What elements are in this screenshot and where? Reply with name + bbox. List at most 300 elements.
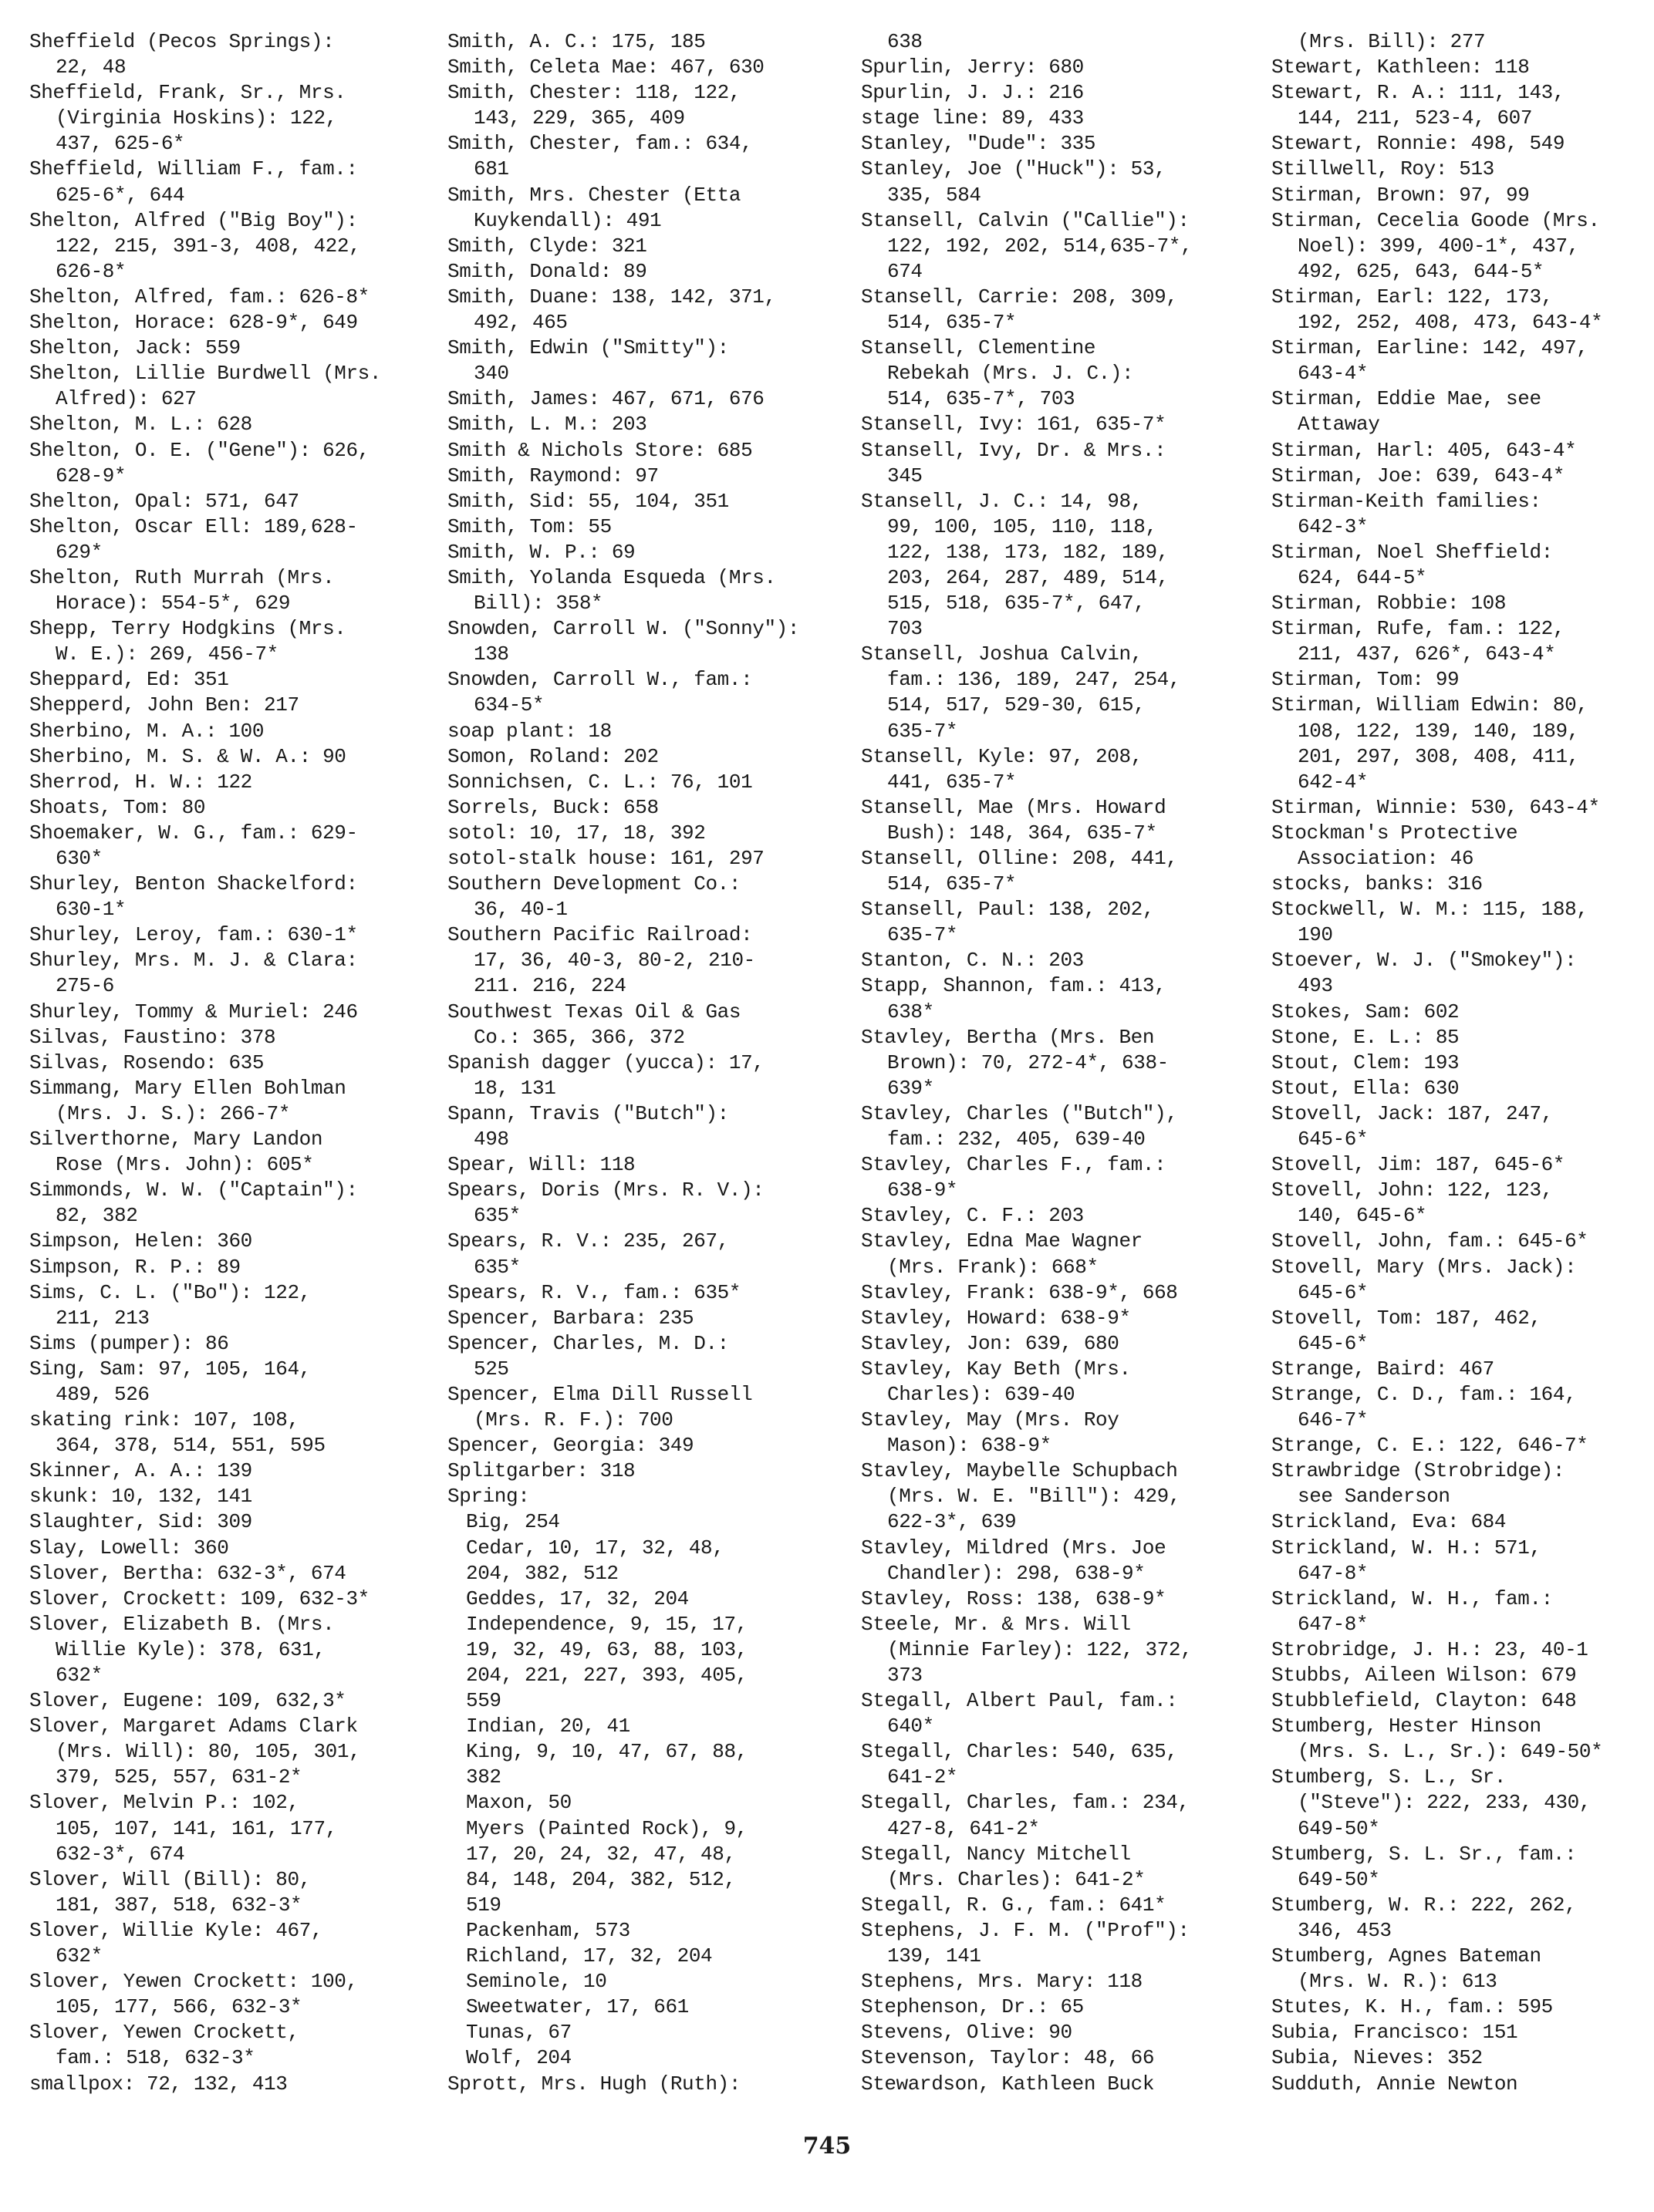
index-entry: Stegall, Albert Paul, fam.: <box>861 1689 1178 1713</box>
index-entry-continuation: (Mrs. W. R.): 613 <box>1298 1970 1497 1994</box>
index-entry: Simmang, Mary Ellen Bohlman <box>29 1076 346 1100</box>
index-entry-continuation: 642-4* <box>1298 770 1369 794</box>
index-entry-continuation: 441, 635-7* <box>887 770 1017 794</box>
index-entry-continuation: Maxon, 50 <box>466 1791 572 1815</box>
index-entry-continuation: Chandler): 298, 638-9* <box>887 1561 1146 1585</box>
index-entry: Spencer, Georgia: 349 <box>447 1434 694 1458</box>
index-entry: Strange, Baird: 467 <box>1271 1357 1494 1381</box>
index-entry-continuation: King, 9, 10, 47, 67, 88, <box>466 1740 748 1764</box>
index-entry: Stirman, William Edwin: 80, <box>1271 693 1588 717</box>
index-entry: Strawbridge (Strobridge): <box>1271 1459 1565 1483</box>
index-entry-continuation: 17, 36, 40-3, 80-2, 210- <box>474 949 755 973</box>
index-entry: Stockman's Protective <box>1271 821 1518 845</box>
index-entry: Strickland, Eva: 684 <box>1271 1510 1507 1534</box>
index-entry-continuation: 345 <box>887 464 923 487</box>
index-entry: Shurley, Mrs. M. J. & Clara: <box>29 949 358 973</box>
index-entry: Sims (pumper): 86 <box>29 1331 229 1355</box>
index-entry: Snowden, Carroll W. ("Sonny"): <box>447 617 800 641</box>
index-column-2 <box>447 29 849 2097</box>
index-entry-continuation: (Mrs. W. E. "Bill"): 429, <box>887 1485 1181 1509</box>
index-entry: Stanley, Joe ("Huck"): 53, <box>861 157 1166 181</box>
index-entry-continuation: 437, 625-6* <box>56 132 185 156</box>
index-entry-continuation: 641-2* <box>887 1765 958 1789</box>
index-entry: Stewart, Kathleen: 118 <box>1271 56 1530 79</box>
index-entry: Stansell, Ivy: 161, 635-7* <box>861 413 1166 437</box>
index-entry-continuation: Sweetwater, 17, 661 <box>466 1995 689 2019</box>
index-entry-continuation: 515, 518, 635-7*, 647, <box>887 592 1146 615</box>
index-entry: Southern Pacific Railroad: <box>447 923 753 947</box>
index-entry: Stephenson, Dr.: 65 <box>861 1995 1084 2019</box>
index-entry-continuation: 630-1* <box>56 898 127 922</box>
index-entry: Slover, Eugene: 109, 632,3* <box>29 1689 346 1713</box>
page-number: 745 <box>802 2133 852 2160</box>
index-entry: Stovell, Jack: 187, 247, <box>1271 1101 1553 1125</box>
index-entry-continuation: 379, 525, 557, 631-2* <box>56 1765 302 1789</box>
index-entry: Stavley, Bertha (Mrs. Ben <box>861 1025 1155 1049</box>
index-entry-continuation: 18, 131 <box>474 1076 556 1100</box>
index-entry: Sheffield, William F., fam.: <box>29 157 358 181</box>
index-column-1 <box>29 29 430 2097</box>
index-entry-continuation: Tunas, 67 <box>466 2021 572 2045</box>
index-entry-continuation: 681 <box>474 157 509 181</box>
index-entry: Spencer, Charles, M. D.: <box>447 1331 729 1355</box>
index-entry: Sherbino, M. S. & W. A.: 90 <box>29 744 346 768</box>
index-entry: Stansell, Clementine <box>861 336 1096 360</box>
index-entry: Smith, A. C.: 175, 185 <box>447 30 706 53</box>
index-entry: Stirman, Earline: 142, 497, <box>1271 336 1588 360</box>
index-entry: Stubblefield, Clayton: 648 <box>1271 1689 1577 1713</box>
index-entry: Stewart, R. A.: 111, 143, <box>1271 81 1565 105</box>
index-entry: Shelton, Opal: 571, 647 <box>29 489 299 513</box>
index-entry: Stubbs, Aileen Wilson: 679 <box>1271 1664 1577 1687</box>
index-entry-continuation: Co.: 365, 366, 372 <box>474 1025 685 1049</box>
index-entry-continuation: 275-6 <box>56 974 115 998</box>
index-entry: Strickland, W. H.: 571, <box>1271 1536 1541 1560</box>
index-entry: Shelton, Ruth Murrah (Mrs. <box>29 565 335 589</box>
index-entry-continuation: Willie Kyle): 378, 631, <box>56 1637 326 1661</box>
index-entry-continuation: 201, 297, 308, 408, 411, <box>1298 744 1579 768</box>
index-entry-continuation: 645-6* <box>1298 1128 1369 1152</box>
index-entry: Smith, Donald: 89 <box>447 259 647 283</box>
index-entry: Shelton, Lillie Burdwell (Mrs. <box>29 362 382 386</box>
index-entry-continuation: 647-8* <box>1298 1612 1369 1636</box>
index-entry: Stephens, J. F. M. ("Prof"): <box>861 1918 1190 1942</box>
index-entry: Stanton, C. N.: 203 <box>861 949 1084 973</box>
index-entry-continuation: 519 <box>466 1893 501 1917</box>
index-entry-continuation: 138 <box>474 642 509 666</box>
index-entry: Slover, Yewen Crockett, <box>29 2021 299 2045</box>
index-entry: Stovell, Tom: 187, 462, <box>1271 1306 1541 1330</box>
index-entry: Sprott, Mrs. Hugh (Ruth): <box>447 2072 741 2096</box>
index-entry: Shepp, Terry Hodgkins (Mrs. <box>29 617 346 641</box>
index-entry: Sudduth, Annie Newton <box>1271 2072 1518 2096</box>
index-entry-continuation: Noel): 399, 400-1*, 437, <box>1298 234 1579 258</box>
index-entry-continuation: 489, 526 <box>56 1382 150 1406</box>
index-entry-continuation: (Mrs. Frank): 668* <box>887 1255 1099 1279</box>
index-entry: Stavley, Charles F., fam.: <box>861 1153 1166 1177</box>
index-entry: Smith, Mrs. Chester (Etta <box>447 183 741 207</box>
index-entry: Southern Development Co.: <box>447 872 741 896</box>
index-entry-continuation: Cedar, 10, 17, 32, 48, <box>466 1536 724 1560</box>
index-entry-continuation: 625-6*, 644 <box>56 183 185 207</box>
index-entry: Stavley, Kay Beth (Mrs. <box>861 1357 1131 1381</box>
index-column-3 <box>861 29 1262 2097</box>
index-entry-continuation: 674 <box>887 259 923 283</box>
index-entry: Smith, Raymond: 97 <box>447 464 659 487</box>
index-entry: Stirman, Noel Sheffield: <box>1271 540 1553 564</box>
index-entry-continuation: Seminole, 10 <box>466 1970 607 1994</box>
index-entry-continuation: 340 <box>474 362 509 386</box>
index-entry-continuation: 645-6* <box>1298 1331 1369 1355</box>
index-entry: Smith, Tom: 55 <box>447 514 612 538</box>
index-entry-continuation: 105, 107, 141, 161, 177, <box>56 1816 337 1840</box>
index-entry: Shelton, O. E. ("Gene"): 626, <box>29 438 370 462</box>
index-entry-continuation: 203, 264, 287, 489, 514, <box>887 565 1169 589</box>
index-entry: Smith & Nichols Store: 685 <box>447 438 753 462</box>
index-entry: Stockwell, W. M.: 115, 188, <box>1271 898 1588 922</box>
index-entry-continuation: Bill): 358* <box>474 592 603 615</box>
index-entry: Smith, Celeta Mae: 467, 630 <box>447 56 765 79</box>
index-entry: Spear, Will: 118 <box>447 1153 636 1177</box>
index-entry: Slover, Willie Kyle: 467, <box>29 1918 323 1942</box>
index-entry-continuation: 140, 645-6* <box>1298 1204 1427 1228</box>
index-entry: Sing, Sam: 97, 105, 164, <box>29 1357 311 1381</box>
index-entry-continuation: 346, 453 <box>1298 1918 1392 1942</box>
index-entry: soap plant: 18 <box>447 719 612 743</box>
index-entry: Silvas, Rosendo: 635 <box>29 1050 265 1074</box>
index-entry-continuation: 647-8* <box>1298 1561 1369 1585</box>
index-entry-continuation: Big, 254 <box>466 1510 560 1534</box>
index-entry: Stansell, Calvin ("Callie"): <box>861 208 1190 232</box>
index-entry-continuation: 638-9* <box>887 1178 958 1202</box>
index-entry-continuation: 632* <box>56 1664 103 1687</box>
index-entry-continuation: 204, 221, 227, 393, 405, <box>466 1664 748 1687</box>
index-entry-continuation: 626-8* <box>56 259 127 283</box>
index-entry: Shoats, Tom: 80 <box>29 795 206 819</box>
index-entry: Stone, E. L.: 85 <box>1271 1025 1460 1049</box>
index-entry: Stevenson, Taylor: 48, 66 <box>861 2046 1155 2070</box>
index-entry: Stirman, Robbie: 108 <box>1271 592 1507 615</box>
index-entry-continuation: Packenham, 573 <box>466 1918 630 1942</box>
index-entry-continuation: 649-50* <box>1298 1816 1380 1840</box>
index-entry-continuation: 514, 635-7* <box>887 872 1017 896</box>
index-entry: Shelton, Jack: 559 <box>29 336 241 360</box>
index-entry: skunk: 10, 132, 141 <box>29 1485 252 1509</box>
index-entry-continuation: Richland, 17, 32, 204 <box>466 1944 713 1968</box>
index-entry: Stavley, Mildred (Mrs. Joe <box>861 1536 1166 1560</box>
index-entry: Shelton, Alfred ("Big Boy"): <box>29 208 358 232</box>
index-entry: Stumberg, Hester Hinson <box>1271 1715 1541 1738</box>
index-entry: Stokes, Sam: 602 <box>1271 1000 1460 1023</box>
index-entry-continuation: 635* <box>474 1204 521 1228</box>
index-entry: Strange, C. E.: 122, 646-7* <box>1271 1434 1588 1458</box>
index-entry: Slaughter, Sid: 309 <box>29 1510 252 1534</box>
index-entry: Stutes, K. H., fam.: 595 <box>1271 1995 1553 2019</box>
index-entry-continuation: 122, 215, 391-3, 408, 422, <box>56 234 361 258</box>
index-entry: Smith, W. P.: 69 <box>447 540 636 564</box>
index-entry-continuation: 634-5* <box>474 693 545 717</box>
index-entry: skating rink: 107, 108, <box>29 1408 299 1432</box>
index-entry: Smith, Clyde: 321 <box>447 234 647 258</box>
index-entry: Stirman, Harl: 405, 643-4* <box>1271 438 1577 462</box>
index-entry: Sheffield (Pecos Springs): <box>29 30 335 53</box>
index-entry-continuation: Association: 46 <box>1298 847 1474 870</box>
index-entry: Stirman, Tom: 99 <box>1271 668 1460 692</box>
index-entry-continuation: 17, 20, 24, 32, 47, 48, <box>466 1842 736 1866</box>
index-entry: sotol: 10, 17, 18, 392 <box>447 821 706 845</box>
index-entry-continuation: 143, 229, 365, 409 <box>474 106 685 130</box>
index-entry-continuation: 492, 465 <box>474 311 568 335</box>
index-entry-continuation: 559 <box>466 1689 501 1713</box>
index-entry: Sheffield, Frank, Sr., Mrs. <box>29 81 346 105</box>
index-entry: Silvas, Faustino: 378 <box>29 1025 276 1049</box>
index-entry-continuation: 629* <box>56 540 103 564</box>
index-entry: Stephens, Mrs. Mary: 118 <box>861 1970 1143 1994</box>
index-entry: Spencer, Barbara: 235 <box>447 1306 694 1330</box>
index-entry: Stavley, Frank: 638-9*, 668 <box>861 1280 1178 1304</box>
index-entry-continuation: 192, 252, 408, 473, 643-4* <box>1298 311 1603 335</box>
index-entry-continuation: 632* <box>56 1944 103 1968</box>
index-entry: Sherrod, H. W.: 122 <box>29 770 252 794</box>
index-entry-continuation: 335, 584 <box>887 183 981 207</box>
index-column-4 <box>1271 29 1642 2097</box>
index-entry: Stirman, Earl: 122, 173, <box>1271 285 1553 309</box>
index-entry-continuation: 108, 122, 139, 140, 189, <box>1298 719 1579 743</box>
index-entry: Stirman, Winnie: 530, 643-4* <box>1271 795 1600 819</box>
index-entry: Stirman, Eddie Mae, see <box>1271 387 1541 411</box>
index-entry-continuation: 703 <box>887 617 923 641</box>
index-entry: Shurley, Benton Shackelford: <box>29 872 358 896</box>
index-entry: Southwest Texas Oil & Gas <box>447 1000 741 1023</box>
index-entry: Stegall, Charles: 540, 635, <box>861 1740 1178 1764</box>
index-entry: Stout, Ella: 630 <box>1271 1076 1460 1100</box>
index-entry: Slover, Will (Bill): 80, <box>29 1867 311 1891</box>
index-entry: Silverthorne, Mary Landon <box>29 1128 323 1152</box>
index-entry: Stovell, John, fam.: 645-6* <box>1271 1229 1588 1253</box>
index-entry: Stumberg, S. L. Sr., fam.: <box>1271 1842 1577 1866</box>
index-entry-continuation: (Mrs. Bill): 277 <box>1298 30 1486 53</box>
index-entry: Stavley, Jon: 639, 680 <box>861 1331 1119 1355</box>
index-entry-continuation: fam.: 232, 405, 639-40 <box>887 1128 1146 1152</box>
index-entry-continuation: Geddes, 17, 32, 204 <box>466 1587 689 1610</box>
index-entry-continuation: 382 <box>466 1765 501 1789</box>
index-entry: Slover, Crockett: 109, 632-3* <box>29 1587 370 1610</box>
index-entry-continuation: 364, 378, 514, 551, 595 <box>56 1434 326 1458</box>
index-entry-continuation: W. E.): 269, 456-7* <box>56 642 278 666</box>
index-entry-continuation: Wolf, 204 <box>466 2046 572 2070</box>
index-entry: Smith, Yolanda Esqueda (Mrs. <box>447 565 776 589</box>
index-entry-continuation: 638 <box>887 30 923 53</box>
index-entry: Steele, Mr. & Mrs. Will <box>861 1612 1131 1636</box>
index-entry: Stanley, "Dude": 335 <box>861 132 1096 156</box>
index-entry: Stirman-Keith families: <box>1271 489 1541 513</box>
index-entry: stocks, banks: 316 <box>1271 872 1483 896</box>
index-entry-continuation: Mason): 638-9* <box>887 1434 1051 1458</box>
index-entry-continuation: Myers (Painted Rock), 9, <box>466 1816 748 1840</box>
index-entry: Stirman, Joe: 639, 643-4* <box>1271 464 1565 487</box>
index-entry-continuation: see Sanderson <box>1298 1485 1450 1509</box>
index-entry-continuation: 144, 211, 523-4, 607 <box>1298 106 1533 130</box>
index-entry-continuation: (Minnie Farley): 122, 372, <box>887 1637 1193 1661</box>
index-entry: Strickland, W. H., fam.: <box>1271 1587 1553 1610</box>
index-entry-continuation: 122, 138, 173, 182, 189, <box>887 540 1169 564</box>
index-entry-continuation: 211, 213 <box>56 1306 150 1330</box>
index-entry: Smith, Chester, fam.: 634, <box>447 132 753 156</box>
index-entry: Spencer, Elma Dill Russell <box>447 1382 753 1406</box>
index-entry-continuation: 492, 625, 643, 644-5* <box>1298 259 1544 283</box>
index-entry: Stavley, C. F.: 203 <box>861 1204 1084 1228</box>
index-entry: Stansell, J. C.: 14, 98, <box>861 489 1143 513</box>
index-entry: Stewardson, Kathleen Buck <box>861 2072 1155 2096</box>
index-entry: Stavley, Ross: 138, 638-9* <box>861 1587 1166 1610</box>
index-entry-continuation: (Virginia Hoskins): 122, <box>56 106 337 130</box>
index-entry: Shurley, Leroy, fam.: 630-1* <box>29 923 358 947</box>
index-entry: Sonnichsen, C. L.: 76, 101 <box>447 770 753 794</box>
index-entry: Stewart, Ronnie: 498, 549 <box>1271 132 1565 156</box>
index-entry: Strange, C. D., fam.: 164, <box>1271 1382 1577 1406</box>
index-entry-continuation: 211. 216, 224 <box>474 974 626 998</box>
index-entry: Stansell, Mae (Mrs. Howard <box>861 795 1166 819</box>
index-entry-continuation: 643-4* <box>1298 362 1369 386</box>
index-entry-continuation: 635-7* <box>887 923 958 947</box>
index-entry: Spanish dagger (yucca): 17, <box>447 1050 765 1074</box>
index-entry: Slay, Lowell: 360 <box>29 1536 229 1560</box>
index-entry-continuation: fam.: 136, 189, 247, 254, <box>887 668 1181 692</box>
index-entry-continuation: 635-7* <box>887 719 958 743</box>
index-entry: Stavley, Maybelle Schupbach <box>861 1459 1178 1483</box>
index-entry-continuation: Attaway <box>1298 413 1380 437</box>
index-entry-continuation: Independence, 9, 15, 17, <box>466 1612 748 1636</box>
index-entry: Smith, Chester: 118, 122, <box>447 81 741 105</box>
index-entry: Shoemaker, W. G., fam.: 629- <box>29 821 358 845</box>
index-entry-continuation: 105, 177, 566, 632-3* <box>56 1995 302 2019</box>
index-entry: Stegall, Nancy Mitchell <box>861 1842 1131 1866</box>
index-entry-continuation: 211, 437, 626*, 643-4* <box>1298 642 1556 666</box>
index-entry-continuation: 639* <box>887 1076 934 1100</box>
index-entry: Stumberg, S. L., Sr. <box>1271 1765 1507 1789</box>
index-entry: Strobridge, J. H.: 23, 40-1 <box>1271 1637 1588 1661</box>
index-entry: Subia, Francisco: 151 <box>1271 2021 1518 2045</box>
index-entry: Spears, R. V., fam.: 635* <box>447 1280 741 1304</box>
index-entry-continuation: 646-7* <box>1298 1408 1369 1432</box>
index-entry-continuation: 22, 48 <box>56 56 127 79</box>
index-entry: smallpox: 72, 132, 413 <box>29 2072 288 2096</box>
index-entry-continuation: 82, 382 <box>56 1204 138 1228</box>
index-entry: Simpson, R. P.: 89 <box>29 1255 241 1279</box>
index-entry-continuation: (Mrs. Charles): 641-2* <box>887 1867 1146 1891</box>
index-entry: Smith, Edwin ("Smitty"): <box>447 336 729 360</box>
index-entry: Smith, James: 467, 671, 676 <box>447 387 765 411</box>
index-entry-continuation: 632-3*, 674 <box>56 1842 185 1866</box>
index-entry-continuation: 640* <box>887 1715 934 1738</box>
index-entry-continuation: 181, 387, 518, 632-3* <box>56 1893 302 1917</box>
index-entry-continuation: 642-3* <box>1298 514 1369 538</box>
index-entry: Sherbino, M. A.: 100 <box>29 719 265 743</box>
index-entry-continuation: 99, 100, 105, 110, 118, <box>887 514 1157 538</box>
index-entry: Subia, Nieves: 352 <box>1271 2046 1483 2070</box>
index-entry: Stansell, Kyle: 97, 208, <box>861 744 1143 768</box>
index-entry-continuation: (Mrs. R. F.): 700 <box>474 1408 673 1432</box>
index-entry-continuation: 36, 40-1 <box>474 898 568 922</box>
index-entry-continuation: Charles): 639-40 <box>887 1382 1075 1406</box>
index-entry: Stovell, John: 122, 123, <box>1271 1178 1553 1202</box>
index-entry: Stansell, Olline: 208, 441, <box>861 847 1178 870</box>
index-entry: Stegall, Charles, fam.: 234, <box>861 1791 1190 1815</box>
index-entry: Splitgarber: 318 <box>447 1459 636 1483</box>
index-entry: stage line: 89, 433 <box>861 106 1084 130</box>
index-entry: Stirman, Rufe, fam.: 122, <box>1271 617 1565 641</box>
index-entry: Stansell, Paul: 138, 202, <box>861 898 1155 922</box>
index-entry: Stevens, Olive: 90 <box>861 2021 1072 2045</box>
index-entry: Sims, C. L. ("Bo"): 122, <box>29 1280 311 1304</box>
index-entry: Shepperd, John Ben: 217 <box>29 693 299 717</box>
index-entry-continuation: (Mrs. J. S.): 266-7* <box>56 1101 291 1125</box>
index-entry-continuation: 628-9* <box>56 464 127 487</box>
index-entry-continuation: 635* <box>474 1255 521 1279</box>
index-entry: Stansell, Ivy, Dr. & Mrs.: <box>861 438 1166 462</box>
index-entry: Shurley, Tommy & Muriel: 246 <box>29 1000 358 1023</box>
index-entry-continuation: 204, 382, 512 <box>466 1561 619 1585</box>
index-entry: Shelton, Oscar Ell: 189,628- <box>29 514 358 538</box>
index-entry: Stout, Clem: 193 <box>1271 1050 1460 1074</box>
index-entry: Stirman, Brown: 97, 99 <box>1271 183 1530 207</box>
index-entry: Stavley, Edna Mae Wagner <box>861 1229 1143 1253</box>
index-entry: Spann, Travis ("Butch"): <box>447 1101 729 1125</box>
index-entry: Skinner, A. A.: 139 <box>29 1459 252 1483</box>
index-entry: Spurlin, J. J.: 216 <box>861 81 1084 105</box>
index-entry: Stovell, Mary (Mrs. Jack): <box>1271 1255 1577 1279</box>
index-entry-continuation: Indian, 20, 41 <box>466 1715 630 1738</box>
index-entry: Spears, R. V.: 235, 267, <box>447 1229 729 1253</box>
index-entry-continuation: Bush): 148, 364, 635-7* <box>887 821 1157 845</box>
index-entry-continuation: 638* <box>887 1000 934 1023</box>
index-entry: Stegall, R. G., fam.: 641* <box>861 1893 1166 1917</box>
index-entry-continuation: 427-8, 641-2* <box>887 1816 1040 1840</box>
index-entry: Smith, Duane: 138, 142, 371, <box>447 285 776 309</box>
index-entry: Spurlin, Jerry: 680 <box>861 56 1084 79</box>
index-entry-continuation: Horace): 554-5*, 629 <box>56 592 291 615</box>
index-entry-continuation: 649-50* <box>1298 1867 1380 1891</box>
index-entry-continuation: 514, 635-7* <box>887 311 1017 335</box>
index-entry-continuation: 645-6* <box>1298 1280 1369 1304</box>
index-entry-continuation: 139, 141 <box>887 1944 981 1968</box>
index-entry-continuation: 514, 635-7*, 703 <box>887 387 1075 411</box>
index-entry-continuation: fam.: 518, 632-3* <box>56 2046 255 2070</box>
index-entry-continuation: 19, 32, 49, 63, 88, 103, <box>466 1637 748 1661</box>
index-entry: Simmonds, W. W. ("Captain"): <box>29 1178 358 1202</box>
index-entry: sotol-stalk house: 161, 297 <box>447 847 765 870</box>
index-entry-continuation: 373 <box>887 1664 923 1687</box>
index-entry: Snowden, Carroll W., fam.: <box>447 668 753 692</box>
index-entry: Stansell, Joshua Calvin, <box>861 642 1143 666</box>
index-entry: Spring: <box>447 1485 530 1509</box>
index-entry-continuation: 493 <box>1298 974 1333 998</box>
index-entry: Shelton, Alfred, fam.: 626-8* <box>29 285 370 309</box>
index-entry: Stapp, Shannon, fam.: 413, <box>861 974 1166 998</box>
index-entry-continuation: ("Steve"): 222, 233, 430, <box>1298 1791 1592 1815</box>
index-entry-continuation: (Mrs. Will): 80, 105, 301, <box>56 1740 361 1764</box>
index-entry: Stoever, W. J. ("Smokey"): <box>1271 949 1577 973</box>
index-entry-continuation: Rebekah (Mrs. J. C.): <box>887 362 1134 386</box>
index-entry: Sorrels, Buck: 658 <box>447 795 659 819</box>
index-entry: Smith, L. M.: 203 <box>447 413 647 437</box>
index-entry-continuation: 498 <box>474 1128 509 1152</box>
index-entry: Sheppard, Ed: 351 <box>29 668 229 692</box>
index-entry-continuation: 525 <box>474 1357 509 1381</box>
index-entry-continuation: 84, 148, 204, 382, 512, <box>466 1867 736 1891</box>
index-entry: Stavley, May (Mrs. Roy <box>861 1408 1119 1432</box>
index-entry-continuation: Kuykendall): 491 <box>474 208 662 232</box>
